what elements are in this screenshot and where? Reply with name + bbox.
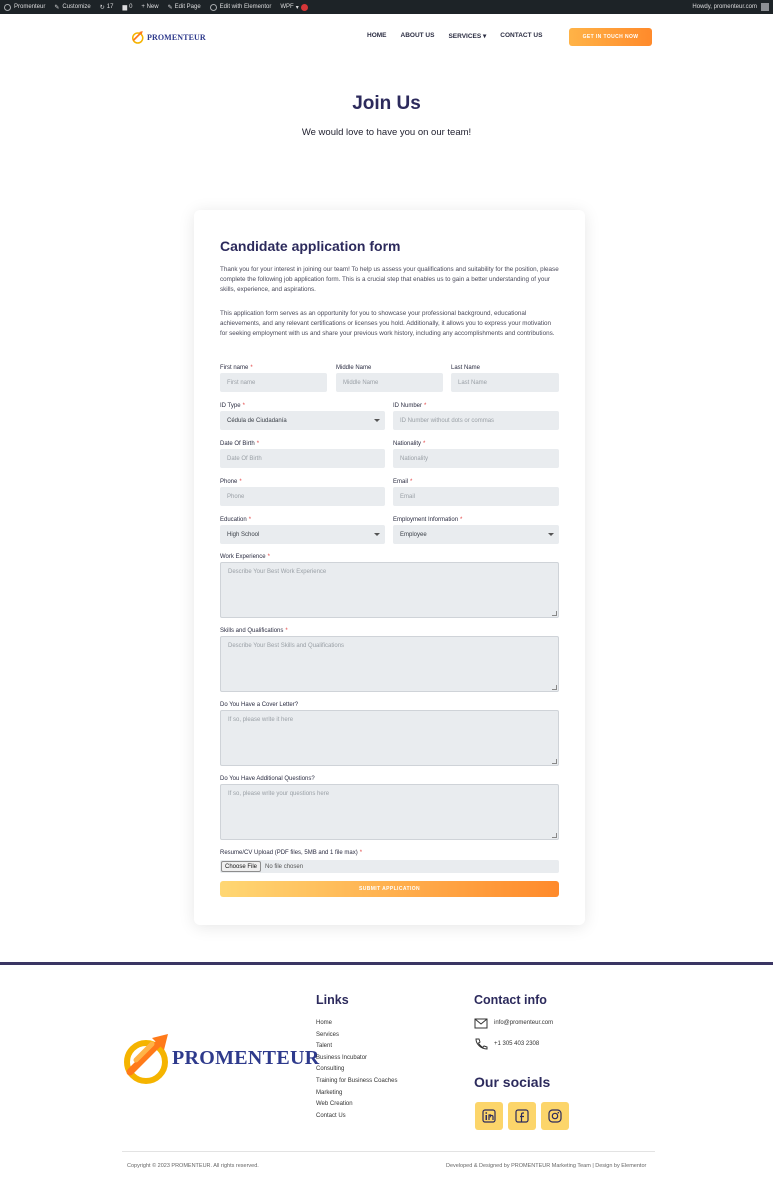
education-label: Education *	[220, 517, 252, 523]
nationality-label: Nationality *	[393, 441, 426, 447]
nav-services[interactable]: SERVICES ▾	[448, 33, 487, 40]
chevron-down-icon	[374, 419, 380, 422]
footer-link-home[interactable]: Home	[316, 1020, 333, 1026]
nav-home[interactable]: HOME	[367, 32, 387, 39]
contact-info-title: Contact info	[474, 993, 547, 1007]
footer-bottom-divider	[122, 1151, 655, 1152]
employment-select[interactable]: Employee	[393, 525, 559, 544]
pencil-icon: ✎	[167, 4, 173, 11]
skills-label: Skills and Qualifications *	[220, 628, 288, 634]
email-input[interactable]: Email	[393, 487, 559, 506]
instagram-button[interactable]	[541, 1102, 569, 1130]
required-marker: *	[267, 554, 270, 560]
first-name-label: First name *	[220, 365, 253, 371]
facebook-icon	[515, 1109, 529, 1123]
admin-customize[interactable]: ✎ Customize	[54, 4, 91, 11]
required-marker: *	[410, 479, 413, 485]
middle-name-input[interactable]: Middle Name	[336, 373, 443, 392]
skills-textarea[interactable]: Describe Your Best Skills and Qualifications	[220, 636, 559, 692]
admin-updates[interactable]: ↻ 17	[99, 4, 114, 11]
phone-input[interactable]: Phone	[220, 487, 385, 506]
dob-label: Date Of Birth *	[220, 441, 260, 447]
footer-link-marketing[interactable]: Marketing	[316, 1089, 343, 1096]
resize-handle-icon[interactable]	[552, 685, 557, 690]
footer-link-consulting[interactable]: Consulting	[316, 1066, 345, 1073]
id-number-input[interactable]: ID Number without dots or commas	[393, 411, 559, 430]
header-logo[interactable]	[130, 30, 206, 44]
refresh-icon: ↻	[99, 4, 105, 11]
nav-contact-us[interactable]: CONTACT US	[500, 32, 543, 39]
required-marker: *	[239, 479, 242, 485]
get-in-touch-button[interactable]: GET IN TOUCH NOW	[569, 28, 652, 46]
admin-wpf[interactable]: WPF ▾	[280, 4, 307, 11]
admin-elementor[interactable]: Edit with Elementor	[210, 4, 272, 11]
admin-edit-page[interactable]: ✎ Edit Page	[167, 4, 201, 11]
submit-application-button[interactable]: SUBMIT APPLICATION	[220, 881, 559, 897]
form-intro-paragraph-1: Thank you for your interest in joining our team! To help us assess your qualifications and suitability for the position, please complete the following job application form. This is a crucial step that enables us to gain a better understanding of your skills, experience, and aspirations.	[220, 266, 559, 293]
work-experience-textarea[interactable]: Describe Your Best Work Experience	[220, 562, 559, 618]
page-title: Join Us	[352, 93, 421, 114]
facebook-button[interactable]	[508, 1102, 536, 1130]
wp-admin-bar	[0, 0, 773, 14]
footer-link-incubator[interactable]: Business Incubator	[316, 1054, 368, 1061]
copyright-text: Copyright © 2023 PROMENTEUR. All rights reserved.	[127, 1163, 259, 1169]
avatar	[761, 3, 769, 11]
resize-handle-icon[interactable]	[552, 759, 557, 764]
phone-label: Phone *	[220, 479, 242, 485]
admin-site-name: Promenteur	[14, 4, 46, 10]
required-marker: *	[242, 403, 245, 409]
resize-handle-icon[interactable]	[552, 833, 557, 838]
resize-handle-icon[interactable]	[552, 611, 557, 616]
application-form-card	[194, 210, 585, 925]
phone-icon	[474, 1038, 488, 1050]
required-marker: *	[460, 517, 463, 523]
file-status: No file chosen	[265, 863, 304, 870]
questions-label: Do You Have Additional Questions?	[220, 776, 315, 782]
email-label: Email *	[393, 479, 413, 485]
form-intro-paragraph-2: This application form serves as an opportunity for you to showcase your professional background, educational achievements, and any relevant certifications or licenses you hold. Additionally, it allows you to express your motivation for seeking employment with us and share your previous work history, including any accomplishments and contributions.	[220, 310, 555, 337]
footer-link-contact[interactable]: Contact Us	[316, 1112, 346, 1119]
last-name-input[interactable]: Last Name	[451, 373, 559, 392]
linkedin-icon	[482, 1109, 496, 1123]
resume-file-input	[220, 860, 559, 873]
footer-logo[interactable]	[122, 1030, 319, 1086]
brush-icon: ✎	[54, 4, 60, 11]
chevron-down-icon	[374, 533, 380, 536]
last-name-label: Last Name	[451, 365, 481, 371]
choose-file-button[interactable]: Choose File	[221, 861, 261, 872]
wordpress-icon	[4, 4, 11, 11]
required-marker: *	[250, 365, 253, 371]
chevron-down-icon	[548, 533, 554, 536]
admin-new[interactable]: + New	[141, 4, 159, 10]
logo-mark-icon	[130, 30, 146, 44]
footer-brand-name: PROMENTEUR	[172, 1046, 320, 1069]
comment-icon: ▆	[122, 4, 128, 11]
contact-email[interactable]: info@promenteur.com	[474, 1017, 553, 1029]
id-number-label: ID Number *	[393, 403, 427, 409]
mail-icon	[474, 1017, 488, 1029]
footer-link-services[interactable]: Services	[316, 1031, 340, 1038]
links-title: Links	[316, 993, 349, 1007]
required-marker: *	[256, 441, 260, 447]
required-marker: *	[248, 517, 252, 523]
required-marker: *	[359, 850, 363, 856]
required-marker: *	[423, 441, 426, 447]
notification-badge	[301, 4, 308, 11]
linkedin-button[interactable]	[475, 1102, 503, 1130]
admin-comments[interactable]: ▆ 0	[122, 4, 133, 11]
education-select[interactable]: High School	[220, 525, 385, 544]
admin-wp-logo[interactable]	[4, 4, 45, 11]
instagram-icon	[548, 1109, 562, 1123]
socials-title: Our socials	[474, 1074, 551, 1090]
employment-label: Employment Information *	[393, 517, 463, 523]
contact-phone[interactable]: +1 305 403 2308	[474, 1038, 539, 1050]
admin-account[interactable]: Howdy, promenteur.com	[692, 3, 769, 11]
footer-link-talent[interactable]: Talent	[316, 1043, 333, 1050]
form-title: Candidate application form	[220, 238, 401, 254]
footer-links	[316, 1018, 397, 1122]
site-header	[0, 14, 773, 60]
brand-name: PROMENTEUR	[147, 32, 206, 42]
questions-textarea[interactable]: If so, please write your questions here	[220, 784, 559, 840]
elementor-icon	[210, 4, 217, 11]
resume-label: Resume/CV Upload (PDF files, 5MB and 1 file max) *	[220, 850, 363, 856]
required-marker: *	[285, 628, 288, 634]
middle-name-label: Middle Name	[336, 365, 372, 371]
cover-letter-label: Do You Have a Cover Letter?	[220, 702, 299, 708]
nav-about-us[interactable]: ABOUT US	[400, 32, 435, 39]
social-links	[475, 1102, 574, 1130]
required-marker: *	[424, 403, 427, 409]
first-name-input[interactable]: First name	[220, 373, 327, 392]
main-nav	[367, 32, 556, 40]
cover-letter-textarea[interactable]: If so, please write it here	[220, 710, 559, 766]
chevron-down-icon: ▾	[295, 4, 299, 11]
footer-link-training[interactable]: Training for Business Coaches	[316, 1077, 398, 1084]
id-type-label: ID Type *	[220, 403, 245, 409]
logo-mark-icon	[122, 1030, 172, 1086]
id-type-select[interactable]: Cédula de Ciudadanía	[220, 411, 385, 430]
nationality-input[interactable]: Nationality	[393, 449, 559, 468]
footer-link-web-creation[interactable]: Web Creation	[316, 1101, 353, 1108]
credits-text: Developed & Designed by PROMENTEUR Marketing Team | Design by Elementor	[446, 1163, 647, 1169]
footer-divider	[0, 962, 773, 965]
page-subtitle: We would love to have you on our team!	[301, 127, 472, 138]
chevron-down-icon: ▾	[483, 33, 487, 40]
dob-input[interactable]: Date Of Birth	[220, 449, 385, 468]
work-experience-label: Work Experience *	[220, 554, 270, 560]
